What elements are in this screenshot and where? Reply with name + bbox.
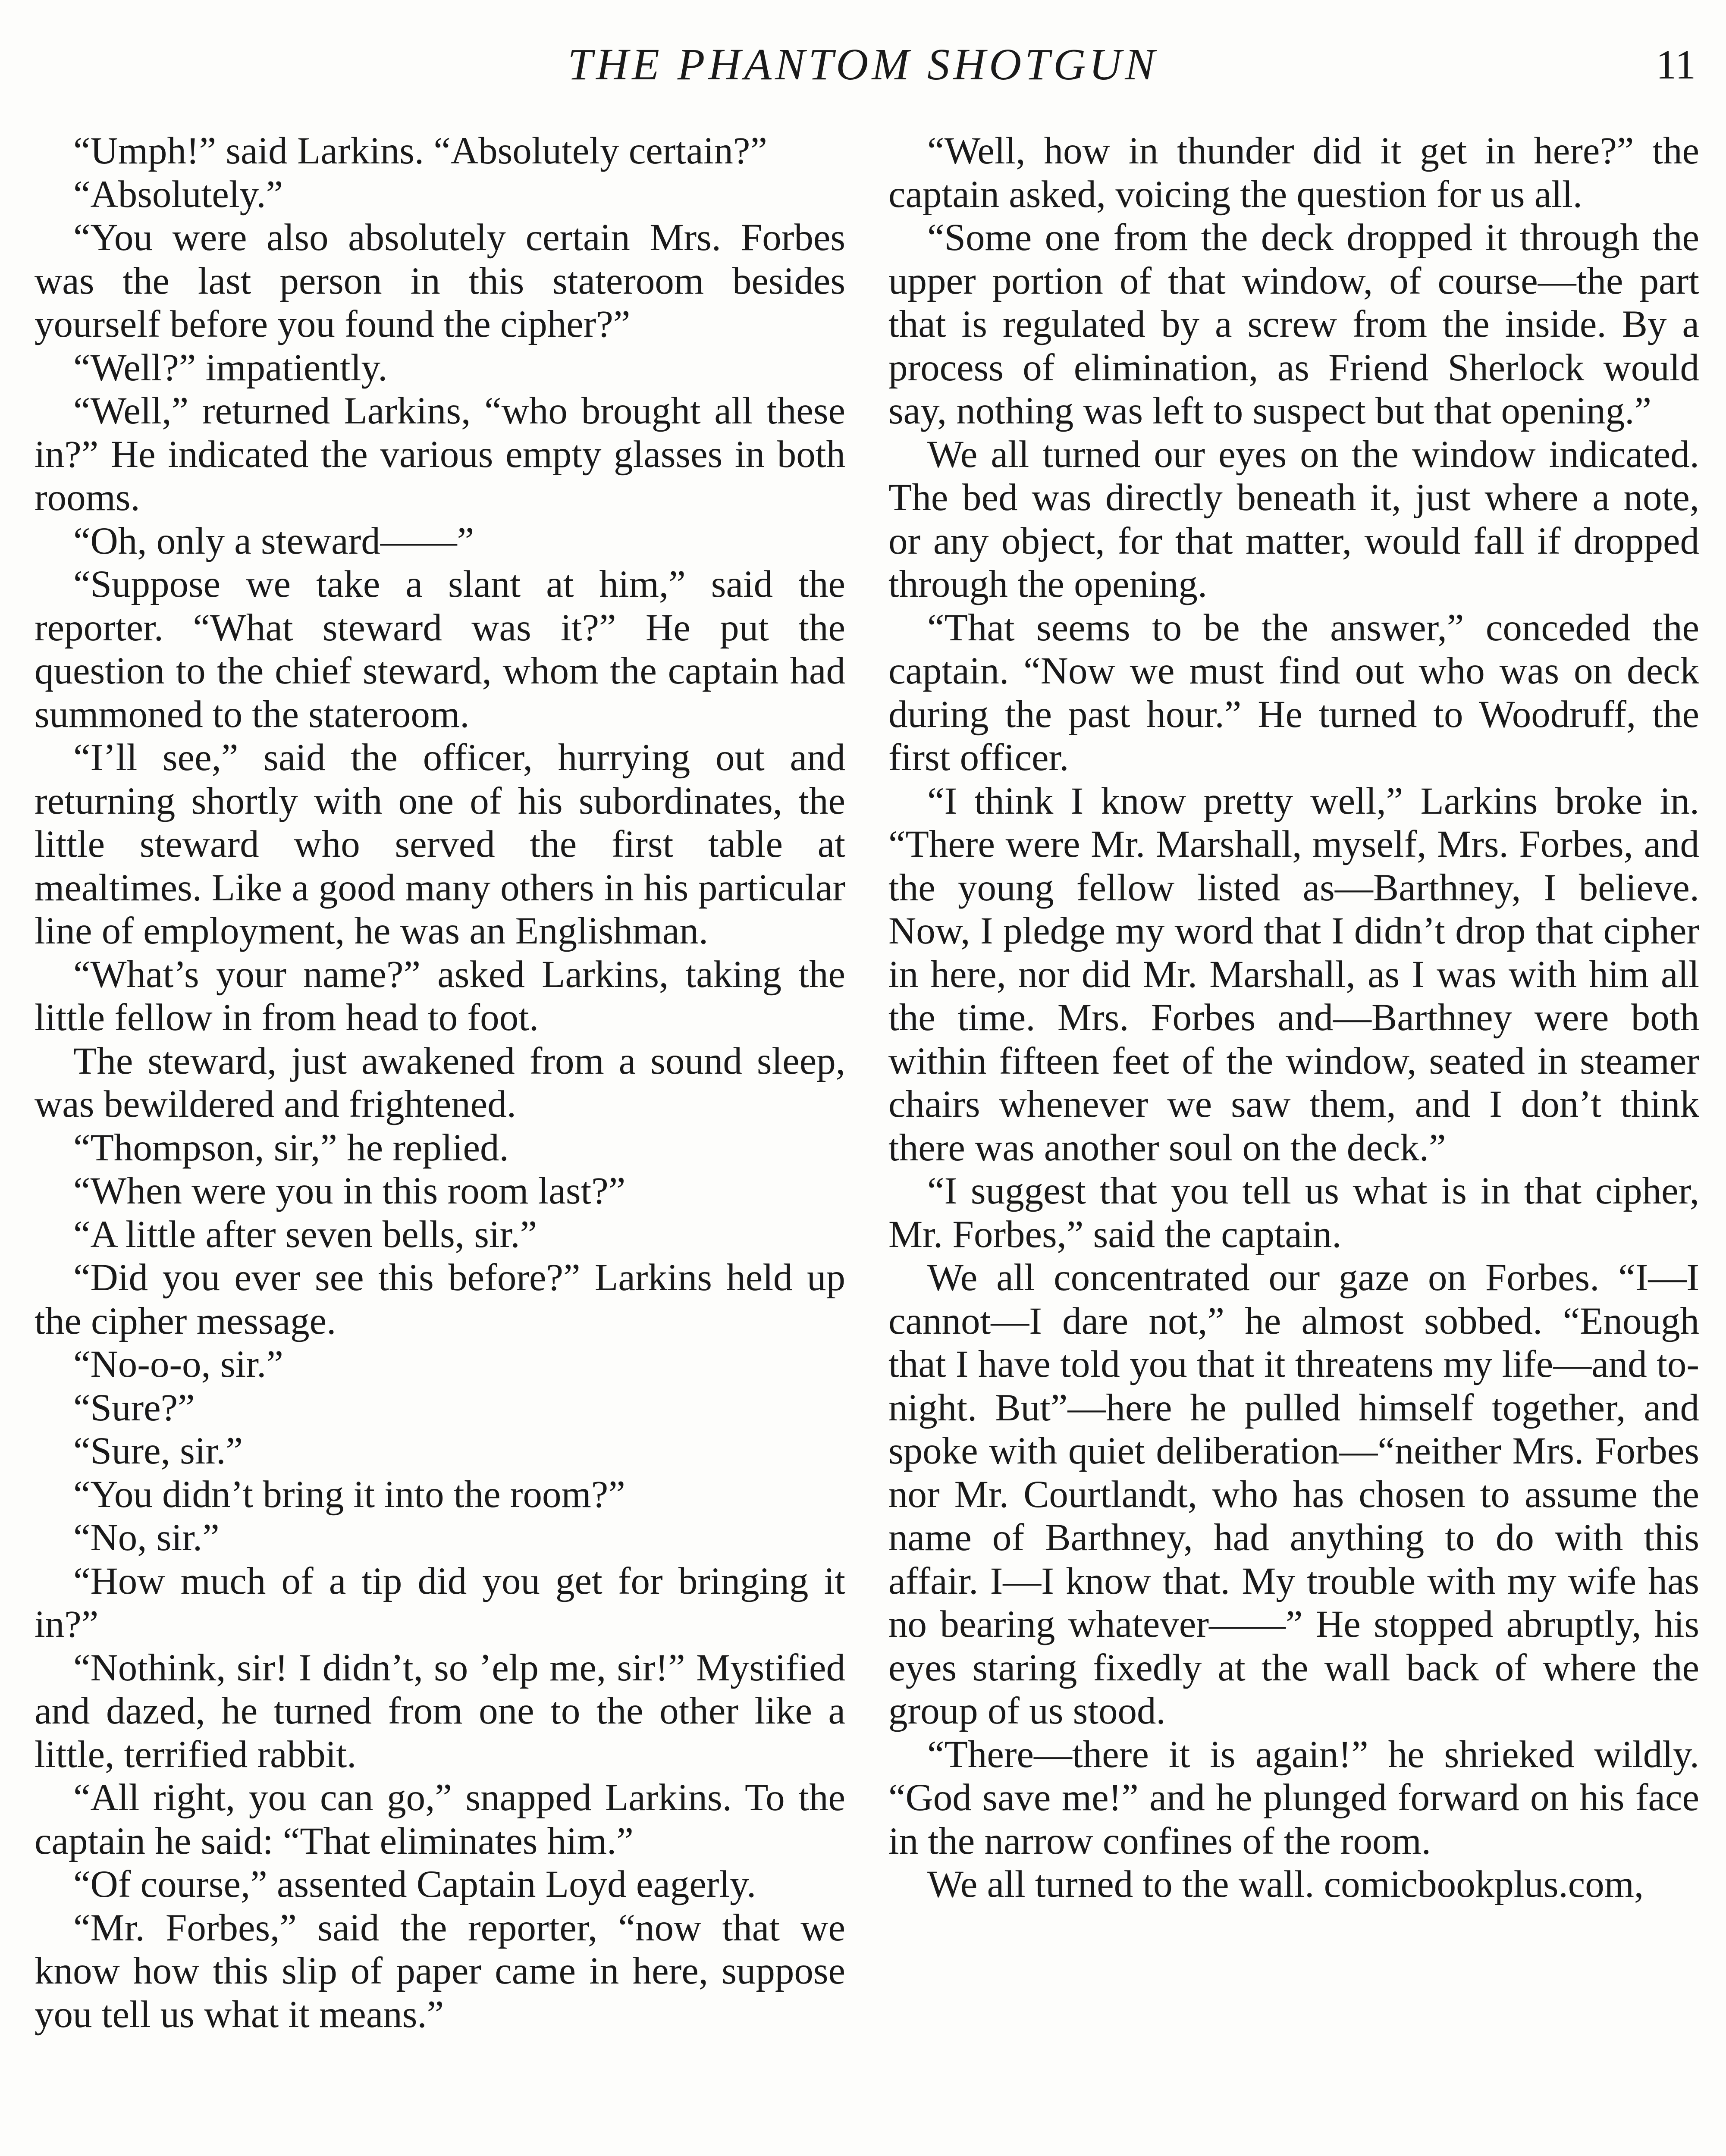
paragraph: We all turned our eyes on the window indicated. The bed was directly beneath it, just where a note, or any object, for that matter, would fall if dropped through the opening. [888,433,1699,605]
paragraph: “You didn’t bring it into the room?” [73,1473,625,1516]
paragraph: “I think I know pretty well,” Larkins broke in. “There were Mr. Marshall, myself, Mrs. Forbes, and the young fellow listed as—Barthney, I believe. Now, I pledge my word that I didn’t drop that cipher in here, nor did Mr. Marshall, as I was with him all the time. Mrs. Forbes and—Barthney were both within fifteen feet of the window, seated in steamer chairs whenever we saw them, and I don’t think there was another soul on the deck.” [888,780,1699,1169]
paragraph: We all concentrated our gaze on Forbes. “I—I cannot—I dare not,” he almost sobbed. “Enough that I have told you that it threatens my life—and to-night. But”—here he pulled himself together, and spoke with quiet deliberation—“neither Mrs. Forbes nor Mr. Courtlandt, who has chosen to assume the name of Barthney, had anything to do with this affair. I—I know that. My trouble with my wife has no bearing whatever——” He stopped abruptly, his eyes staring fixedly at the wall back of where the group of us stood. [888,1257,1699,1732]
paragraph: “Suppose we take a slant at him,” said the reporter. “What steward was it?” He put the question to the chief steward, whom the captain had summoned to the stateroom. [35,563,845,736]
paragraph: “Some one from the deck dropped it through the upper portion of that window, of course—the part that is regulated by a screw from the inside. By a process of elimination, as Friend Sherlock would say, nothing was left to suspect but that opening.” [888,216,1699,432]
paragraph: “Of course,” assented Captain Loyd eagerly. [73,1863,756,1905]
paragraph: “Well,” returned Larkins, “who brought all these in?” He indicated the various empty glasses in both rooms. [35,390,845,519]
paragraph: “Nothink, sir! I didn’t, so ’elp me, sir!” Mystified and dazed, he turned from one to the other like a little, terrified rabbit. [35,1646,845,1776]
paragraph: “Oh, only a steward——” [73,520,474,562]
paragraph: The steward, just awakened from a sound sleep, was bewildered and frightened. [35,1040,845,1125]
paragraph: “That seems to be the answer,” conceded the captain. “Now we must find out who was on deck during the past hour.” He turned to Woodruff, the first officer. [888,606,1699,779]
paragraph: “Sure?” [73,1386,195,1429]
paragraph: We all turned to the wall. comicbookplus.com, [927,1863,1644,1905]
paragraph: “Sure, sir.” [73,1430,243,1472]
left-column [35,129,845,2036]
paragraph: “Well, how in thunder did it get in here?” the captain asked, voicing the question for us all. [888,130,1699,216]
paragraph: “There—there it is again!” he shrieked wildly. “God save me!” and he plunged forward on his face in the narrow confines of the room. [888,1733,1699,1862]
paragraph: “I suggest that you tell us what is in that cipher, Mr. Forbes,” said the captain. [888,1170,1699,1256]
paragraph: “You were also absolutely certain Mrs. Forbes was the last person in this stateroom besides yourself before you found the cipher?” [35,216,845,345]
right-column [888,129,1699,1906]
paragraph: “A little after seven bells, sir.” [73,1213,537,1256]
paragraph: “No, sir.” [73,1517,220,1559]
page-number: 11 [1656,41,1696,88]
paragraph: “Umph!” said Larkins. “Absolutely certain?” [73,130,767,172]
paragraph: “I’ll see,” said the officer, hurrying out and returning shortly with one of his subordinates, the little steward who served the first table at mealtimes. Like a good many others in his particular line of employment, he was an Englishman. [35,736,845,952]
paragraph: “Absolutely.” [73,173,283,216]
paragraph: “No-o-o, sir.” [73,1343,283,1385]
paragraph: “Thompson, sir,” he replied. [73,1126,509,1169]
paragraph: “How much of a tip did you get for bringing it in?” [35,1560,845,1645]
paragraph: “What’s your name?” asked Larkins, taking the little fellow in from head to foot. [35,953,845,1039]
paragraph: “All right, you can go,” snapped Larkins. To the captain he said: “That eliminates him.” [35,1777,845,1862]
paragraph: “Did you ever see this before?” Larkins held up the cipher message. [35,1257,845,1342]
paragraph: “Mr. Forbes,” said the reporter, “now that we know how this slip of paper came in here, suppose you tell us what it means.” [35,1906,845,2036]
running-title: THE PHANTOM SHOTGUN [568,40,1158,89]
page-header [0,30,1726,99]
paragraph: “Well?” impatiently. [73,346,388,389]
paragraph: “When were you in this room last?” [73,1170,626,1212]
